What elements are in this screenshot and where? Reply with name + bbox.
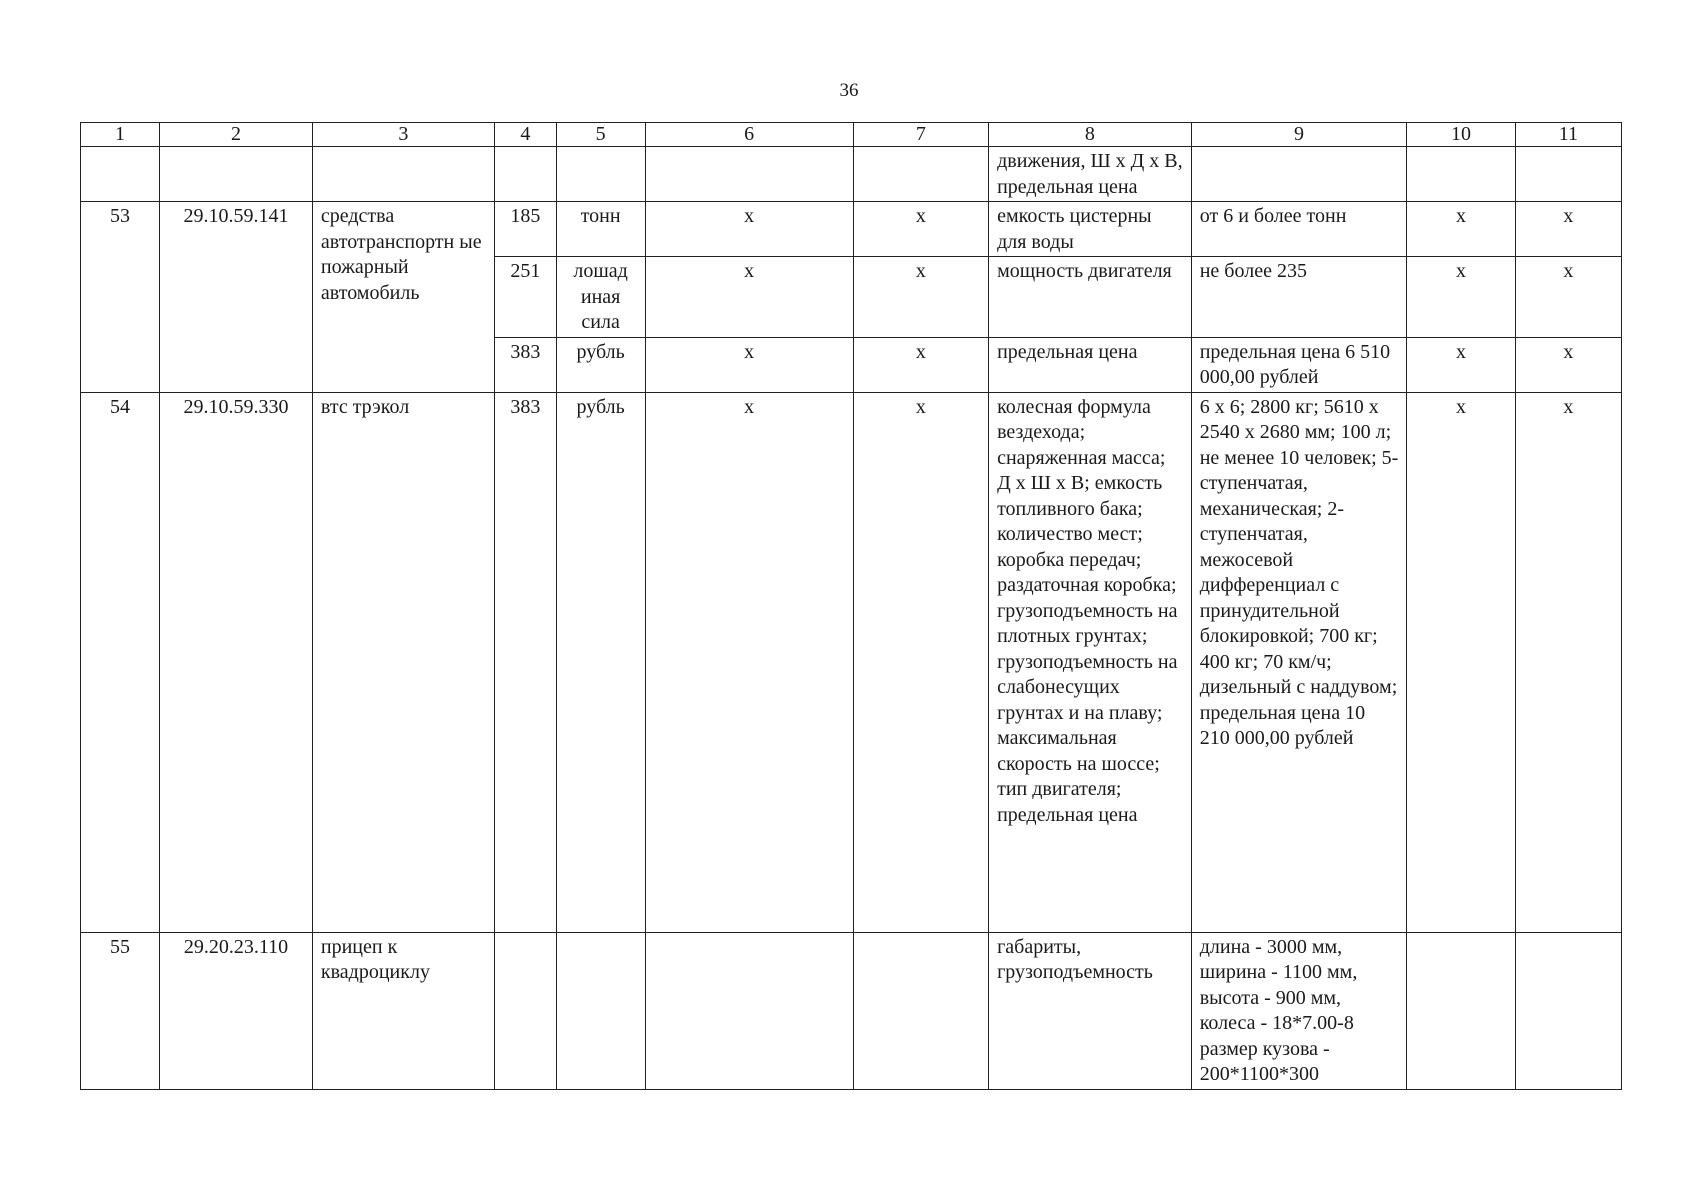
table-cell: х <box>853 337 988 392</box>
unit-name: тонн <box>556 202 645 257</box>
table-cell: х <box>1515 337 1621 392</box>
table-cell <box>1191 147 1407 202</box>
table-cell <box>853 932 988 1089</box>
table-cell: х <box>853 257 988 338</box>
table-cell: х <box>1515 392 1621 932</box>
table-cell <box>645 932 853 1089</box>
header-cell: 10 <box>1407 123 1515 147</box>
table-cell: х <box>1407 257 1515 338</box>
characteristic: мощность двигателя <box>989 257 1192 338</box>
unit-code: 251 <box>494 257 556 338</box>
unit-code: 185 <box>494 202 556 257</box>
table-cell: х <box>1515 202 1621 257</box>
table-cell: х <box>645 337 853 392</box>
table-cell: движения, Ш х Д х В, предельная цена <box>989 147 1192 202</box>
table-cell <box>1515 147 1621 202</box>
header-cell: 11 <box>1515 123 1621 147</box>
item-name: втс трэкол <box>312 392 494 932</box>
table-cell: х <box>645 202 853 257</box>
table-cell <box>494 932 556 1089</box>
row-number: 53 <box>81 202 160 393</box>
table-cell: х <box>645 392 853 932</box>
table-cell: х <box>853 202 988 257</box>
table-cell <box>160 147 313 202</box>
table-cell: х <box>645 257 853 338</box>
header-cell: 6 <box>645 123 853 147</box>
table-cell <box>645 147 853 202</box>
unit-name: рубль <box>556 392 645 932</box>
characteristic-value: от 6 и более тонн <box>1191 202 1407 257</box>
table-cell: х <box>1407 392 1515 932</box>
characteristic: предельная цена <box>989 337 1192 392</box>
header-cell: 2 <box>160 123 313 147</box>
table-row-53 <box>81 202 1622 257</box>
characteristic-value: не более 235 <box>1191 257 1407 338</box>
characteristic-value: 6 х 6; 2800 кг; 5610 х 2540 х 2680 мм; 100 л; не менее 10 человек; 5-ступенчатая, механическая; 2-ступенчатая, межосевой дифференциал с принудительной блокировкой; 700 кг; 400 кг; 70 км/ч; дизельный с наддувом; предельная цена 10 210 000,00 рублей <box>1191 392 1407 932</box>
header-cell: 3 <box>312 123 494 147</box>
header-cell: 9 <box>1191 123 1407 147</box>
okpd-code: 29.10.59.330 <box>160 392 313 932</box>
table-cell: х <box>853 392 988 932</box>
row-number: 55 <box>81 932 160 1089</box>
table-cell: х <box>1515 257 1621 338</box>
header-cell: 8 <box>989 123 1192 147</box>
table-cell <box>494 147 556 202</box>
okpd-code: 29.20.23.110 <box>160 932 313 1089</box>
unit-name: лошад иная сила <box>556 257 645 338</box>
table-cell <box>556 147 645 202</box>
header-row <box>81 123 1622 147</box>
okpd-code: 29.10.59.141 <box>160 202 313 393</box>
header-cell: 7 <box>853 123 988 147</box>
table-cell: х <box>1407 202 1515 257</box>
characteristic: габариты, грузоподъемность <box>989 932 1192 1089</box>
table-cell <box>81 147 160 202</box>
characteristic: колесная формула вездехода; снаряженная масса; Д х Ш х В; емкость топливного бака; количество мест; коробка передач; раздаточная коробка; грузоподъемность на плотных грунтах; грузоподъемность на слабонесущих грунтах и на плаву; максимальная скорость на шоссе; тип двигателя; предельная цена <box>989 392 1192 932</box>
item-name: средства автотранспортн ые пожарный автомобиль <box>312 202 494 393</box>
unit-code: 383 <box>494 337 556 392</box>
table-cell <box>312 147 494 202</box>
table-cell <box>1515 932 1621 1089</box>
regulation-table <box>80 122 1622 1090</box>
table-row-continuation <box>81 147 1622 202</box>
table-cell <box>1407 147 1515 202</box>
characteristic: емкость цистерны для воды <box>989 202 1192 257</box>
unit-code: 383 <box>494 392 556 932</box>
unit-name: рубль <box>556 337 645 392</box>
header-cell: 5 <box>556 123 645 147</box>
page-number: 36 <box>839 80 859 101</box>
table-cell <box>1407 932 1515 1089</box>
row-number: 54 <box>81 392 160 932</box>
table-cell <box>853 147 988 202</box>
table-row-54 <box>81 392 1622 932</box>
characteristic-value: предельная цена 6 510 000,00 рублей <box>1191 337 1407 392</box>
header-cell: 4 <box>494 123 556 147</box>
table-cell: х <box>1407 337 1515 392</box>
table-row-55 <box>81 932 1622 1089</box>
header-cell: 1 <box>81 123 160 147</box>
characteristic-value: длина - 3000 мм, ширина - 1100 мм, высота - 900 мм, колеса - 18*7.00-8 размер кузова - 200*1100*300 <box>1191 932 1407 1089</box>
item-name: прицеп к квадроциклу <box>312 932 494 1089</box>
table-cell <box>556 932 645 1089</box>
